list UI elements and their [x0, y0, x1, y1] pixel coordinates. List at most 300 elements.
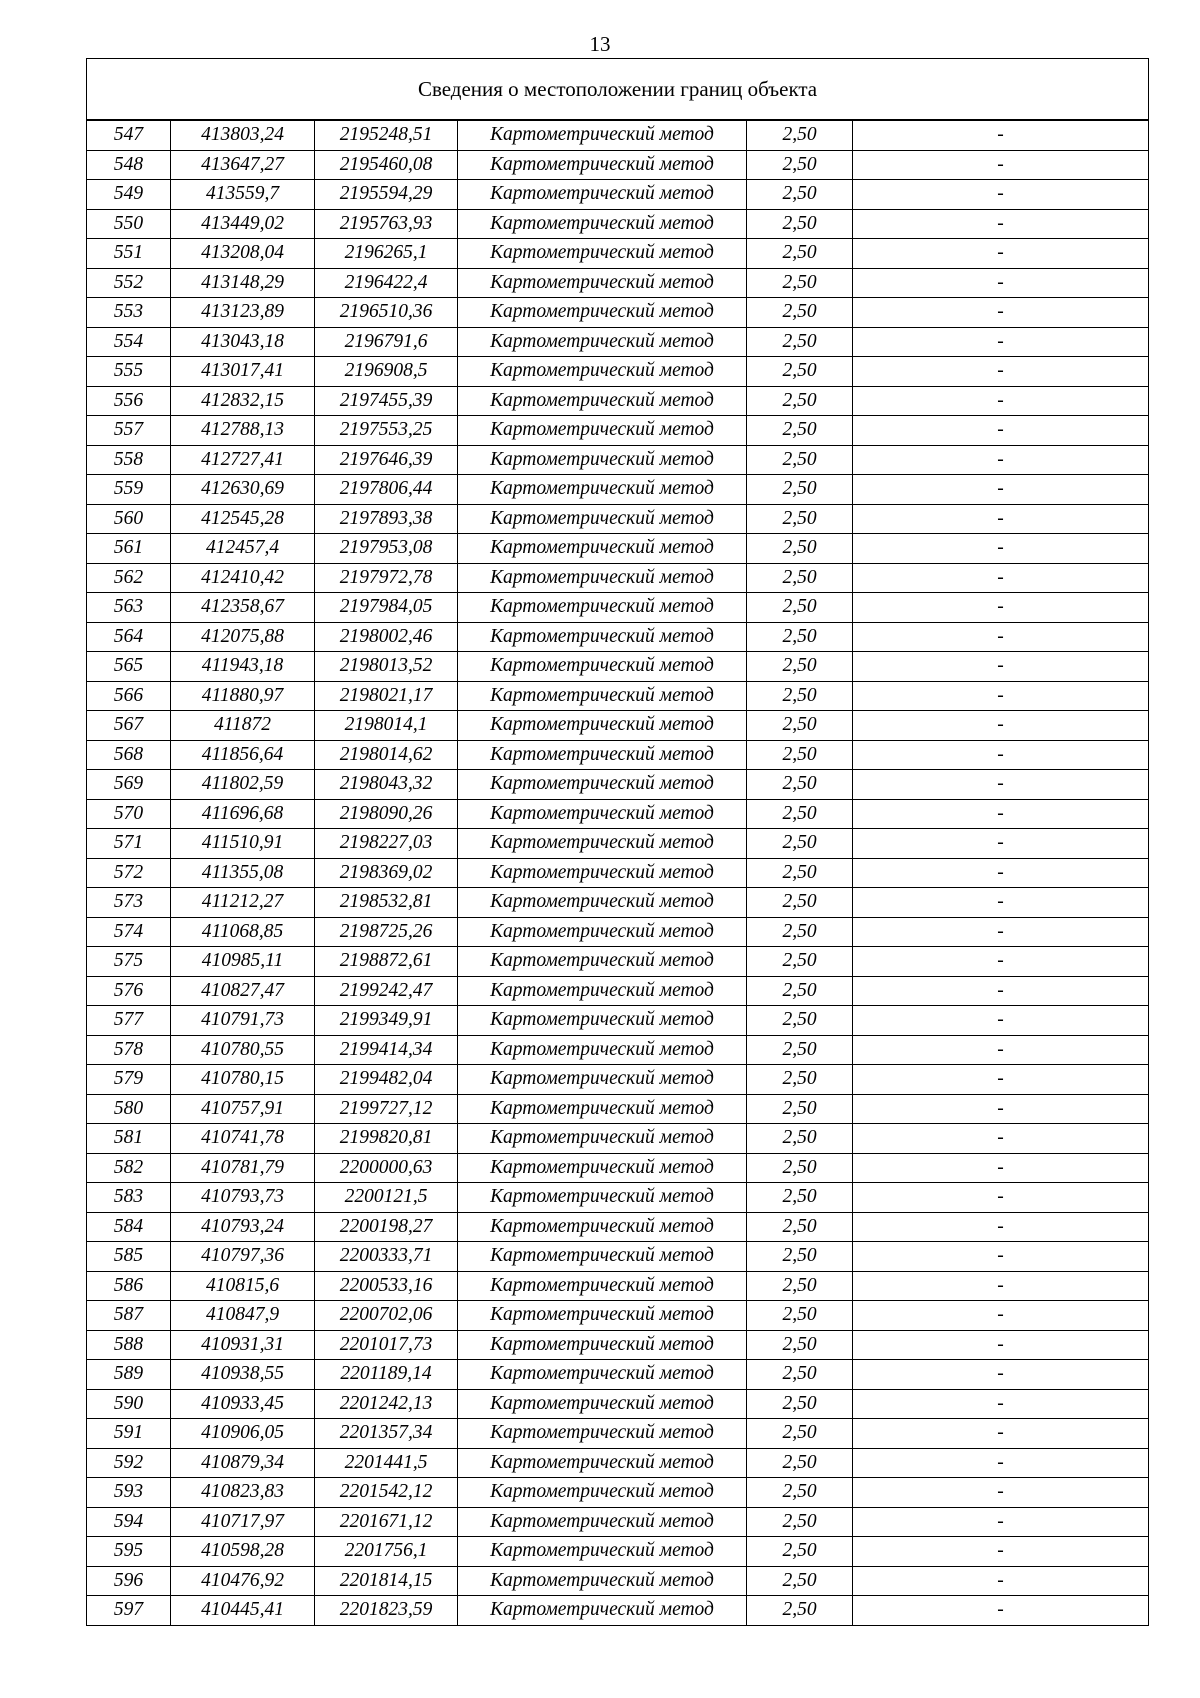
- cell-y-coordinate: 2199349,91: [315, 1006, 458, 1036]
- cell-y-coordinate: 2195460,08: [315, 150, 458, 180]
- table-row: [87, 209, 1149, 239]
- cell-y-coordinate: 2198021,17: [315, 681, 458, 711]
- cell-accuracy: 2,50: [747, 1596, 853, 1626]
- cell-description: -: [853, 504, 1149, 534]
- cell-y-coordinate: 2197893,38: [315, 504, 458, 534]
- cell-method: Картометрический метод: [458, 268, 747, 298]
- cell-x-coordinate: 410476,92: [171, 1566, 315, 1596]
- table-row: [87, 1094, 1149, 1124]
- cell-x-coordinate: 410793,24: [171, 1212, 315, 1242]
- cell-x-coordinate: 410780,55: [171, 1035, 315, 1065]
- cell-method: Картометрический метод: [458, 858, 747, 888]
- table-row: [87, 1507, 1149, 1537]
- cell-method: Картометрический метод: [458, 1507, 747, 1537]
- cell-method: Картометрический метод: [458, 386, 747, 416]
- cell-point-number: 568: [87, 740, 171, 770]
- cell-method: Картометрический метод: [458, 209, 747, 239]
- table-row: [87, 1478, 1149, 1508]
- cell-point-number: 550: [87, 209, 171, 239]
- cell-x-coordinate: 411856,64: [171, 740, 315, 770]
- cell-accuracy: 2,50: [747, 976, 853, 1006]
- cell-x-coordinate: 413647,27: [171, 150, 315, 180]
- cell-point-number: 575: [87, 947, 171, 977]
- cell-accuracy: 2,50: [747, 858, 853, 888]
- cell-point-number: 571: [87, 829, 171, 859]
- cell-method: Картометрический метод: [458, 917, 747, 947]
- table-row: [87, 239, 1149, 269]
- cell-y-coordinate: 2201357,34: [315, 1419, 458, 1449]
- cell-x-coordinate: 413449,02: [171, 209, 315, 239]
- cell-description: -: [853, 120, 1149, 150]
- cell-accuracy: 2,50: [747, 563, 853, 593]
- cell-method: Картометрический метод: [458, 1006, 747, 1036]
- cell-x-coordinate: 412832,15: [171, 386, 315, 416]
- cell-y-coordinate: 2196510,36: [315, 298, 458, 328]
- cell-x-coordinate: 413803,24: [171, 120, 315, 150]
- cell-x-coordinate: 411212,27: [171, 888, 315, 918]
- cell-point-number: 554: [87, 327, 171, 357]
- cell-x-coordinate: 410879,34: [171, 1448, 315, 1478]
- table-row: [87, 1389, 1149, 1419]
- cell-y-coordinate: 2198013,52: [315, 652, 458, 682]
- cell-method: Картометрический метод: [458, 1301, 747, 1331]
- cell-accuracy: 2,50: [747, 1389, 853, 1419]
- page-number: 13: [589, 32, 611, 56]
- cell-x-coordinate: 410823,83: [171, 1478, 315, 1508]
- cell-y-coordinate: 2198369,02: [315, 858, 458, 888]
- cell-accuracy: 2,50: [747, 740, 853, 770]
- table-row: [87, 681, 1149, 711]
- cell-accuracy: 2,50: [747, 593, 853, 623]
- cell-method: Картометрический метод: [458, 1360, 747, 1390]
- cell-method: Картометрический метод: [458, 1478, 747, 1508]
- cell-method: Картометрический метод: [458, 445, 747, 475]
- cell-point-number: 551: [87, 239, 171, 269]
- cell-description: -: [853, 770, 1149, 800]
- cell-description: -: [853, 1006, 1149, 1036]
- cell-description: -: [853, 1065, 1149, 1095]
- cell-description: -: [853, 1212, 1149, 1242]
- cell-accuracy: 2,50: [747, 534, 853, 564]
- cell-point-number: 583: [87, 1183, 171, 1213]
- cell-y-coordinate: 2201814,15: [315, 1566, 458, 1596]
- table-row: [87, 917, 1149, 947]
- cell-description: -: [853, 327, 1149, 357]
- cell-x-coordinate: 411068,85: [171, 917, 315, 947]
- cell-method: Картометрический метод: [458, 504, 747, 534]
- cell-x-coordinate: 410793,73: [171, 1183, 315, 1213]
- cell-point-number: 582: [87, 1153, 171, 1183]
- cell-x-coordinate: 410797,36: [171, 1242, 315, 1272]
- cell-point-number: 585: [87, 1242, 171, 1272]
- cell-y-coordinate: 2198043,32: [315, 770, 458, 800]
- cell-method: Картометрический метод: [458, 150, 747, 180]
- cell-method: Картометрический метод: [458, 563, 747, 593]
- cell-point-number: 549: [87, 180, 171, 210]
- cell-description: -: [853, 1419, 1149, 1449]
- table-row: [87, 1360, 1149, 1390]
- cell-y-coordinate: 2201189,14: [315, 1360, 458, 1390]
- cell-point-number: 577: [87, 1006, 171, 1036]
- cell-point-number: 573: [87, 888, 171, 918]
- cell-y-coordinate: 2200121,5: [315, 1183, 458, 1213]
- cell-y-coordinate: 2199727,12: [315, 1094, 458, 1124]
- cell-point-number: 594: [87, 1507, 171, 1537]
- cell-y-coordinate: 2197553,25: [315, 416, 458, 446]
- cell-accuracy: 2,50: [747, 652, 853, 682]
- cell-accuracy: 2,50: [747, 622, 853, 652]
- cell-y-coordinate: 2198090,26: [315, 799, 458, 829]
- boundary-coordinates-table: [86, 58, 1149, 1626]
- cell-accuracy: 2,50: [747, 681, 853, 711]
- cell-accuracy: 2,50: [747, 475, 853, 505]
- cell-point-number: 562: [87, 563, 171, 593]
- cell-method: Картометрический метод: [458, 740, 747, 770]
- cell-method: Картометрический метод: [458, 799, 747, 829]
- cell-accuracy: 2,50: [747, 1360, 853, 1390]
- table-row: [87, 1301, 1149, 1331]
- table-title: Сведения о местоположении границ объекта: [87, 59, 1149, 121]
- cell-point-number: 563: [87, 593, 171, 623]
- cell-description: -: [853, 1271, 1149, 1301]
- cell-accuracy: 2,50: [747, 1242, 853, 1272]
- cell-accuracy: 2,50: [747, 711, 853, 741]
- cell-point-number: 587: [87, 1301, 171, 1331]
- cell-description: -: [853, 1153, 1149, 1183]
- cell-y-coordinate: 2198227,03: [315, 829, 458, 859]
- cell-method: Картометрический метод: [458, 711, 747, 741]
- table-row: [87, 711, 1149, 741]
- cell-description: -: [853, 947, 1149, 977]
- cell-accuracy: 2,50: [747, 239, 853, 269]
- cell-description: -: [853, 681, 1149, 711]
- cell-y-coordinate: 2197646,39: [315, 445, 458, 475]
- cell-accuracy: 2,50: [747, 1478, 853, 1508]
- cell-point-number: 556: [87, 386, 171, 416]
- cell-x-coordinate: 410598,28: [171, 1537, 315, 1567]
- cell-accuracy: 2,50: [747, 150, 853, 180]
- cell-y-coordinate: 2196265,1: [315, 239, 458, 269]
- cell-y-coordinate: 2197972,78: [315, 563, 458, 593]
- cell-y-coordinate: 2199820,81: [315, 1124, 458, 1154]
- cell-point-number: 596: [87, 1566, 171, 1596]
- cell-description: -: [853, 1124, 1149, 1154]
- cell-y-coordinate: 2196422,4: [315, 268, 458, 298]
- cell-y-coordinate: 2199414,34: [315, 1035, 458, 1065]
- cell-method: Картометрический метод: [458, 1537, 747, 1567]
- cell-accuracy: 2,50: [747, 268, 853, 298]
- cell-description: -: [853, 1448, 1149, 1478]
- table-row: [87, 1153, 1149, 1183]
- table-body: [87, 120, 1149, 1625]
- table-row: [87, 357, 1149, 387]
- cell-method: Картометрический метод: [458, 1242, 747, 1272]
- cell-accuracy: 2,50: [747, 1183, 853, 1213]
- cell-method: Картометрический метод: [458, 1389, 747, 1419]
- cell-description: -: [853, 1566, 1149, 1596]
- cell-y-coordinate: 2200702,06: [315, 1301, 458, 1331]
- cell-x-coordinate: 410717,97: [171, 1507, 315, 1537]
- table-row: [87, 1419, 1149, 1449]
- cell-point-number: 566: [87, 681, 171, 711]
- cell-x-coordinate: 411943,18: [171, 652, 315, 682]
- cell-method: Картометрический метод: [458, 888, 747, 918]
- cell-method: Картометрический метод: [458, 180, 747, 210]
- cell-y-coordinate: 2197984,05: [315, 593, 458, 623]
- table-row: [87, 1271, 1149, 1301]
- cell-description: -: [853, 298, 1149, 328]
- table-row: [87, 976, 1149, 1006]
- cell-method: Картометрический метод: [458, 298, 747, 328]
- cell-method: Картометрический метод: [458, 1094, 747, 1124]
- cell-method: Картометрический метод: [458, 829, 747, 859]
- cell-point-number: 586: [87, 1271, 171, 1301]
- cell-y-coordinate: 2195248,51: [315, 120, 458, 150]
- cell-description: -: [853, 1389, 1149, 1419]
- table-row: [87, 799, 1149, 829]
- cell-accuracy: 2,50: [747, 888, 853, 918]
- cell-accuracy: 2,50: [747, 209, 853, 239]
- cell-accuracy: 2,50: [747, 1212, 853, 1242]
- table-row: [87, 1330, 1149, 1360]
- cell-description: -: [853, 1094, 1149, 1124]
- table-row: [87, 534, 1149, 564]
- cell-point-number: 548: [87, 150, 171, 180]
- cell-point-number: 578: [87, 1035, 171, 1065]
- table-row: [87, 445, 1149, 475]
- cell-y-coordinate: 2196908,5: [315, 357, 458, 387]
- cell-description: -: [853, 1301, 1149, 1331]
- cell-description: -: [853, 445, 1149, 475]
- cell-accuracy: 2,50: [747, 416, 853, 446]
- cell-method: Картометрический метод: [458, 1153, 747, 1183]
- cell-description: -: [853, 1537, 1149, 1567]
- table-row: [87, 593, 1149, 623]
- table-row: [87, 1006, 1149, 1036]
- cell-accuracy: 2,50: [747, 917, 853, 947]
- cell-accuracy: 2,50: [747, 799, 853, 829]
- cell-x-coordinate: 411355,08: [171, 858, 315, 888]
- cell-point-number: 576: [87, 976, 171, 1006]
- table-row: [87, 268, 1149, 298]
- cell-method: Картометрический метод: [458, 1124, 747, 1154]
- cell-x-coordinate: 410906,05: [171, 1419, 315, 1449]
- cell-y-coordinate: 2201756,1: [315, 1537, 458, 1567]
- cell-y-coordinate: 2195763,93: [315, 209, 458, 239]
- cell-x-coordinate: 411696,68: [171, 799, 315, 829]
- cell-description: -: [853, 239, 1149, 269]
- cell-accuracy: 2,50: [747, 947, 853, 977]
- cell-point-number: 579: [87, 1065, 171, 1095]
- cell-y-coordinate: 2201542,12: [315, 1478, 458, 1508]
- cell-x-coordinate: 413123,89: [171, 298, 315, 328]
- table-row: [87, 1596, 1149, 1626]
- cell-method: Картометрический метод: [458, 475, 747, 505]
- cell-x-coordinate: 413208,04: [171, 239, 315, 269]
- cell-description: -: [853, 268, 1149, 298]
- cell-method: Картометрический метод: [458, 534, 747, 564]
- table-row: [87, 180, 1149, 210]
- cell-accuracy: 2,50: [747, 445, 853, 475]
- table-row: [87, 888, 1149, 918]
- cell-method: Картометрический метод: [458, 1183, 747, 1213]
- cell-description: -: [853, 180, 1149, 210]
- cell-x-coordinate: 413017,41: [171, 357, 315, 387]
- cell-accuracy: 2,50: [747, 1153, 853, 1183]
- cell-point-number: 580: [87, 1094, 171, 1124]
- table-row: [87, 740, 1149, 770]
- cell-method: Картометрический метод: [458, 622, 747, 652]
- cell-description: -: [853, 622, 1149, 652]
- cell-y-coordinate: 2200000,63: [315, 1153, 458, 1183]
- cell-method: Картометрический метод: [458, 1330, 747, 1360]
- cell-y-coordinate: 2200533,16: [315, 1271, 458, 1301]
- cell-y-coordinate: 2200198,27: [315, 1212, 458, 1242]
- cell-accuracy: 2,50: [747, 770, 853, 800]
- cell-description: -: [853, 858, 1149, 888]
- cell-method: Картометрический метод: [458, 327, 747, 357]
- cell-accuracy: 2,50: [747, 1419, 853, 1449]
- cell-description: -: [853, 1183, 1149, 1213]
- cell-x-coordinate: 410933,45: [171, 1389, 315, 1419]
- cell-description: -: [853, 386, 1149, 416]
- cell-y-coordinate: 2201823,59: [315, 1596, 458, 1626]
- cell-x-coordinate: 410445,41: [171, 1596, 315, 1626]
- cell-description: -: [853, 1330, 1149, 1360]
- table-row: [87, 327, 1149, 357]
- cell-description: -: [853, 976, 1149, 1006]
- cell-y-coordinate: 2198532,81: [315, 888, 458, 918]
- cell-y-coordinate: 2198014,1: [315, 711, 458, 741]
- cell-description: -: [853, 740, 1149, 770]
- cell-x-coordinate: 412630,69: [171, 475, 315, 505]
- cell-x-coordinate: 411872: [171, 711, 315, 741]
- cell-description: -: [853, 1596, 1149, 1626]
- table-row: [87, 947, 1149, 977]
- cell-point-number: 561: [87, 534, 171, 564]
- cell-x-coordinate: 412075,88: [171, 622, 315, 652]
- table-row: [87, 1242, 1149, 1272]
- cell-method: Картометрический метод: [458, 1035, 747, 1065]
- cell-accuracy: 2,50: [747, 1271, 853, 1301]
- cell-accuracy: 2,50: [747, 1035, 853, 1065]
- cell-method: Картометрический метод: [458, 1065, 747, 1095]
- cell-y-coordinate: 2201242,13: [315, 1389, 458, 1419]
- cell-method: Картометрический метод: [458, 120, 747, 150]
- cell-x-coordinate: 413043,18: [171, 327, 315, 357]
- table-row: [87, 652, 1149, 682]
- cell-x-coordinate: 411802,59: [171, 770, 315, 800]
- cell-point-number: 584: [87, 1212, 171, 1242]
- cell-description: -: [853, 917, 1149, 947]
- table-row: [87, 1212, 1149, 1242]
- cell-method: Картометрический метод: [458, 770, 747, 800]
- cell-y-coordinate: 2198002,46: [315, 622, 458, 652]
- cell-description: -: [853, 416, 1149, 446]
- cell-x-coordinate: 411880,97: [171, 681, 315, 711]
- cell-x-coordinate: 410791,73: [171, 1006, 315, 1036]
- cell-y-coordinate: 2201441,5: [315, 1448, 458, 1478]
- cell-x-coordinate: 410741,78: [171, 1124, 315, 1154]
- cell-point-number: 552: [87, 268, 171, 298]
- cell-x-coordinate: 410815,6: [171, 1271, 315, 1301]
- cell-description: -: [853, 829, 1149, 859]
- cell-accuracy: 2,50: [747, 1094, 853, 1124]
- cell-y-coordinate: 2198014,62: [315, 740, 458, 770]
- cell-y-coordinate: 2196791,6: [315, 327, 458, 357]
- table-row: [87, 563, 1149, 593]
- cell-y-coordinate: 2199482,04: [315, 1065, 458, 1095]
- cell-x-coordinate: 410780,15: [171, 1065, 315, 1095]
- cell-point-number: 560: [87, 504, 171, 534]
- cell-method: Картометрический метод: [458, 947, 747, 977]
- cell-y-coordinate: 2201017,73: [315, 1330, 458, 1360]
- table-header-row: [87, 59, 1149, 121]
- cell-x-coordinate: 412410,42: [171, 563, 315, 593]
- cell-point-number: 557: [87, 416, 171, 446]
- cell-method: Картометрический метод: [458, 357, 747, 387]
- cell-point-number: 591: [87, 1419, 171, 1449]
- table-row: [87, 120, 1149, 150]
- cell-x-coordinate: 412358,67: [171, 593, 315, 623]
- cell-x-coordinate: 412727,41: [171, 445, 315, 475]
- cell-description: -: [853, 888, 1149, 918]
- cell-accuracy: 2,50: [747, 180, 853, 210]
- cell-accuracy: 2,50: [747, 1507, 853, 1537]
- cell-accuracy: 2,50: [747, 298, 853, 328]
- table-row: [87, 298, 1149, 328]
- table-row: [87, 1566, 1149, 1596]
- cell-method: Картометрический метод: [458, 652, 747, 682]
- cell-y-coordinate: 2197806,44: [315, 475, 458, 505]
- cell-point-number: 581: [87, 1124, 171, 1154]
- cell-accuracy: 2,50: [747, 1448, 853, 1478]
- table-row: [87, 622, 1149, 652]
- cell-method: Картометрический метод: [458, 976, 747, 1006]
- cell-x-coordinate: 410938,55: [171, 1360, 315, 1390]
- cell-description: -: [853, 1242, 1149, 1272]
- cell-y-coordinate: 2201671,12: [315, 1507, 458, 1537]
- cell-point-number: 592: [87, 1448, 171, 1478]
- cell-point-number: 570: [87, 799, 171, 829]
- table-row: [87, 1183, 1149, 1213]
- cell-description: -: [853, 150, 1149, 180]
- cell-method: Картометрический метод: [458, 1271, 747, 1301]
- cell-method: Картометрический метод: [458, 239, 747, 269]
- cell-point-number: 590: [87, 1389, 171, 1419]
- cell-x-coordinate: 411510,91: [171, 829, 315, 859]
- cell-description: -: [853, 652, 1149, 682]
- cell-method: Картометрический метод: [458, 1566, 747, 1596]
- cell-y-coordinate: 2198872,61: [315, 947, 458, 977]
- cell-description: -: [853, 711, 1149, 741]
- cell-method: Картометрический метод: [458, 1212, 747, 1242]
- cell-accuracy: 2,50: [747, 1566, 853, 1596]
- cell-description: -: [853, 475, 1149, 505]
- cell-y-coordinate: 2200333,71: [315, 1242, 458, 1272]
- cell-x-coordinate: 412457,4: [171, 534, 315, 564]
- cell-description: -: [853, 209, 1149, 239]
- cell-method: Картометрический метод: [458, 416, 747, 446]
- cell-x-coordinate: 410985,11: [171, 947, 315, 977]
- cell-accuracy: 2,50: [747, 829, 853, 859]
- cell-accuracy: 2,50: [747, 327, 853, 357]
- cell-point-number: 574: [87, 917, 171, 947]
- cell-description: -: [853, 1478, 1149, 1508]
- cell-accuracy: 2,50: [747, 357, 853, 387]
- cell-description: -: [853, 593, 1149, 623]
- cell-description: -: [853, 1035, 1149, 1065]
